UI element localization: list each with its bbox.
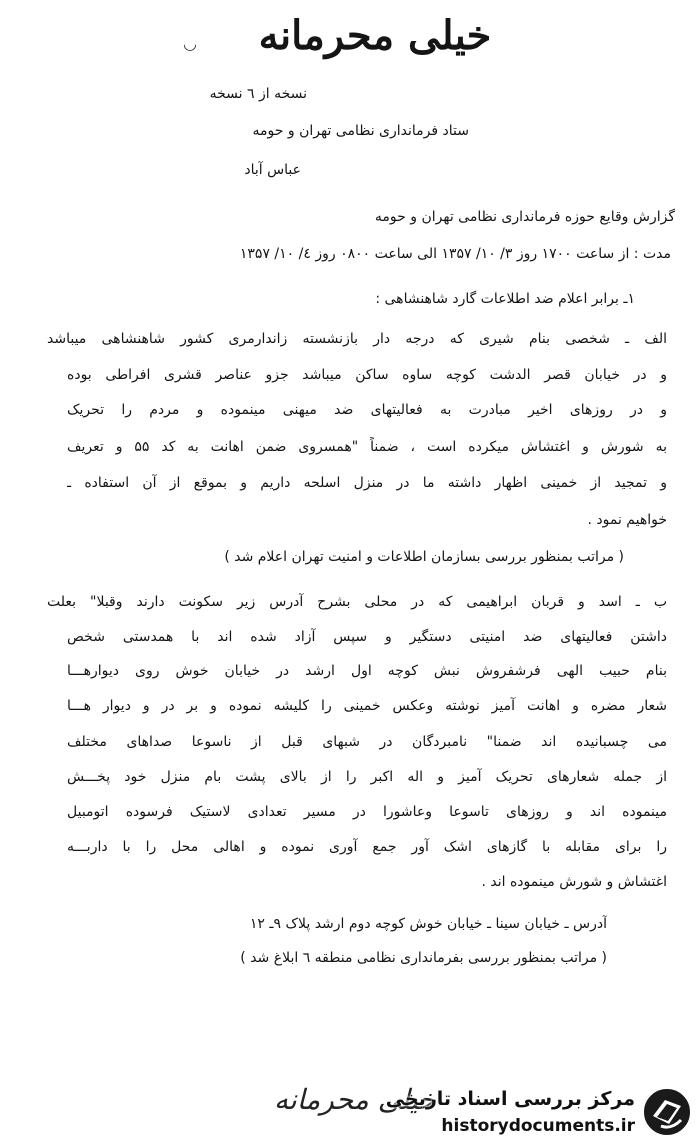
section-b-line: اغتشاش و شورش مینموده اند . <box>481 874 667 890</box>
watermark-title: مرکز بررسی اسناد تاریخی <box>385 1088 635 1110</box>
copy-number-line: نسخه از ٦ نسخه <box>209 86 307 102</box>
handwritten-mark: ◡ <box>183 34 197 53</box>
item-1-heading: ۱ـ برابر اعلام ضد اطلاعات گارد شاهنشاهی : <box>375 291 635 307</box>
document-archive-logo-icon <box>641 1086 693 1138</box>
watermark <box>385 1084 695 1142</box>
section-a-line: خواهیم نمود . <box>587 512 667 528</box>
section-b-line: بنام حبیب الهی فرشفروش نبش کوچه اول ارشد در خیابان خوش روی دیوارهـــا <box>67 663 667 679</box>
section-a-line: به شورش و اغتشاش میکرده است ، ضمناً "همسروی ضمن اهانت به کد ۵۵ و تعریف <box>67 439 667 455</box>
location-line: عباس آباد <box>244 162 301 178</box>
section-b-line: از جمله شعارهای تحریک آمیز و اله اکبر را از بالای پشت بام منزل خود پخـــش <box>67 769 667 785</box>
section-b-line: ب ـ اسد و قربان ابراهیمی که در محلی بشرح آدرس زیر سکونت دارند وقبلا" بعلت <box>47 594 667 610</box>
section-b-note: ( مراتب بمنظور بررسی بفرمانداری نظامی منطقه ٦ ابلاغ شد ) <box>240 950 607 966</box>
section-a-line: و در روزهای اخیر مبادرت به فعالیتهای ضد میهنی مینموده و مردم را تحریک <box>67 402 667 418</box>
address-line: آدرس ـ خیابان سینا ـ خیابان خوش کوچه دوم ارشد پلاک ۹ـ ۱۲ <box>249 916 607 932</box>
classification-heading: خیلی محرمانه <box>258 12 492 59</box>
section-a-line: الف ـ شخصی بنام شیری که درجه دار بازنشسته زاندارمری کشور شاهنشاهی میباشد <box>47 331 667 347</box>
section-a-note: ( مراتب بمنظور بررسی بسازمان اطلاعات و امنیت تهران اعلام شد ) <box>224 549 624 565</box>
report-period: مدت : از ساعت ۱۷۰۰ روز ۳/ ۱۰/ ۱۳۵۷ الی ساعت ۰۸۰۰ روز ٤/ ۱۰/ ۱۳۵۷ <box>239 246 671 262</box>
section-b-line: را برای مقابله با گازهای اشک آور جمع آوری نموده و اهالی محل را با داربـــه <box>67 839 667 855</box>
section-a-line: و در خیابان قصر الدشت کوچه ساوه ساکن میباشد جزو عناصر قشری افراطی بوده <box>67 367 667 383</box>
section-a-line: و تمجید از خمینی اظهار داشته ما در منزل اسلحه داریم و بموقع از آن استفاده ـ <box>67 475 667 491</box>
report-title: گزارش وقایع حوزه فرمانداری نظامی تهران و حومه <box>374 209 675 225</box>
section-b-line: داشتن فعالیتهای ضد امنیتی دستگیر و سپس آزاد شده اند با همدستی شخص <box>67 629 667 645</box>
classification-stamp: خیلی محرمانه <box>273 1083 437 1116</box>
recipient-line: ستاد فرمانداری نظامی تهران و حومه <box>252 123 469 139</box>
watermark-url: historydocuments.ir <box>441 1116 635 1136</box>
section-b-line: مینموده اند و روزهای تاسوعا وعاشورا در مسیر تعدادی لاستیک فرسوده اتومبیل <box>67 804 667 820</box>
section-b-line: شعار مضره و اهانت آمیز نوشته وعکس خمینی را کلیشه نموده و بر در و دیوار هـــا <box>67 698 667 714</box>
section-b-line: می چسبانیده اند ضمنا" نامبردگان در شبهای قبل از ناسوعا صداهای مختلف <box>67 734 667 750</box>
